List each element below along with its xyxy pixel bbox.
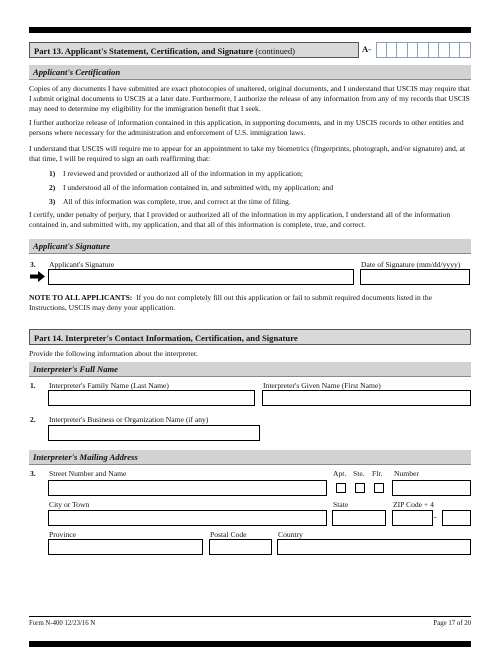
bottom-rule: [29, 641, 471, 647]
a-number-field[interactable]: [376, 42, 471, 58]
city-field[interactable]: [48, 510, 327, 526]
applicant-signature-field[interactable]: [48, 269, 354, 285]
applicant-signature-heading: Applicant's Signature: [29, 239, 471, 254]
organization-name-label: Interpreter's Business or Organization Name (if any): [49, 415, 209, 424]
applicant-signature-label: Applicant's Signature: [49, 260, 115, 269]
date-of-signature-field[interactable]: [360, 269, 470, 285]
zip-label: ZIP Code + 4: [393, 500, 434, 509]
unit-number-field[interactable]: [392, 480, 471, 496]
oath-item-text: All of this information was complete, true, and correct at the time of filing.: [63, 197, 291, 206]
family-name-label: Interpreter's Family Name (Last Name): [49, 381, 169, 390]
country-field[interactable]: [277, 539, 471, 555]
apt-checkbox[interactable]: [336, 483, 346, 493]
ste-label: Ste.: [353, 469, 365, 478]
part13-continued: (continued): [255, 46, 295, 56]
oath-item: [49, 169, 469, 179]
date-of-signature-label: Date of Signature (mm/dd/yyyy): [361, 260, 461, 269]
top-rule: [29, 27, 471, 33]
flr-checkbox[interactable]: [374, 483, 384, 493]
number-label: Number: [394, 469, 419, 478]
given-name-label: Interpreter's Given Name (First Name): [263, 381, 381, 390]
city-label: City or Town: [49, 500, 90, 509]
certification-paragraph-1: Copies of any documents I have submitted are exact photocopies of unaltered, original documents, and I understand that USCIS may require that I submit original documents to USCIS at a later date. Furthermore, I authorize the release of any information from any of my records that USCIS may need to determine my eligibility for the immigration benefit that I seek.: [29, 84, 470, 114]
item-number: 2.: [30, 415, 36, 424]
certification-paragraph-3: I understand that USCIS will require me to appear for an appointment to take my biometrics (fingerprints, photograph, and/or signature) and, at that time, I will be required to sign an oath reaffirming that:: [29, 144, 466, 164]
item-number: 1.: [30, 381, 36, 390]
zip-plus4-field[interactable]: [442, 510, 471, 526]
part13-title: Part 13. Applicant's Statement, Certification, and Signature: [34, 46, 254, 56]
zip-code-field[interactable]: [392, 510, 433, 526]
oath-item-number: 1): [49, 169, 56, 178]
certification-paragraph-4: I certify, under penalty of perjury, that I provided or authorized all of the information in my application, I understand all of the information contained in, and submitted with, my application, and that all of this information is complete, true, and correct.: [29, 210, 451, 230]
state-label: State: [333, 500, 349, 509]
oath-item: [49, 183, 469, 193]
street-field[interactable]: [48, 480, 327, 496]
item-number: 3.: [30, 469, 36, 478]
a-number-label: A-: [362, 44, 372, 54]
province-field[interactable]: [48, 539, 203, 555]
note-text: If you do not completely fill out this application or fail to submit required documents listed in the Instructions, USCIS may deny your application.: [29, 293, 433, 313]
part14-intro: Provide the following information about the interpreter.: [29, 349, 198, 358]
flr-label: Flr.: [372, 469, 383, 478]
apt-label: Apt.: [333, 469, 347, 478]
zip-dash: -: [434, 512, 437, 521]
interpreter-organization-field[interactable]: [48, 425, 260, 441]
interpreter-family-name-field[interactable]: [48, 390, 255, 406]
postal-code-field[interactable]: [209, 539, 272, 555]
note-bold-label: NOTE TO ALL APPLICANTS:: [29, 293, 133, 302]
interpreter-mailing-address-heading: Interpreter's Mailing Address: [29, 450, 471, 465]
part13-header: [29, 42, 359, 58]
postal-code-label: Postal Code: [210, 530, 247, 539]
oath-item: [49, 197, 469, 207]
state-field[interactable]: [332, 510, 386, 526]
note-to-all-applicants: [29, 293, 471, 313]
item-number: 3.: [30, 260, 36, 269]
oath-item-text: I understood all of the information contained in, and submitted with, my application; and: [63, 183, 334, 192]
part14-header: Part 14. Interpreter's Contact Information, Certification, and Signature: [29, 329, 471, 345]
interpreter-given-name-field[interactable]: [262, 390, 471, 406]
oath-item-number: 2): [49, 183, 56, 192]
page-number: Page 17 of 20: [433, 620, 471, 627]
ste-checkbox[interactable]: [355, 483, 365, 493]
street-label: Street Number and Name: [49, 469, 127, 478]
page-footer: [29, 616, 471, 629]
arrow-right-icon: [30, 271, 45, 282]
oath-item-number: 3): [49, 197, 56, 206]
interpreter-full-name-heading: Interpreter's Full Name: [29, 362, 471, 377]
country-label: Country: [278, 530, 303, 539]
oath-item-text: I reviewed and provided or authorized all of the information in my application;: [63, 169, 303, 178]
certification-paragraph-2: I further authorize release of information contained in this application, in supporting documents, and in my USCIS records to other entities and persons where necessary for the administration and enforcement of U.S. immigration laws.: [29, 118, 464, 138]
applicant-certification-heading: Applicant's Certification: [29, 65, 471, 80]
form-id: Form N-400 12/23/16 N: [29, 620, 96, 627]
province-label: Province: [49, 530, 76, 539]
